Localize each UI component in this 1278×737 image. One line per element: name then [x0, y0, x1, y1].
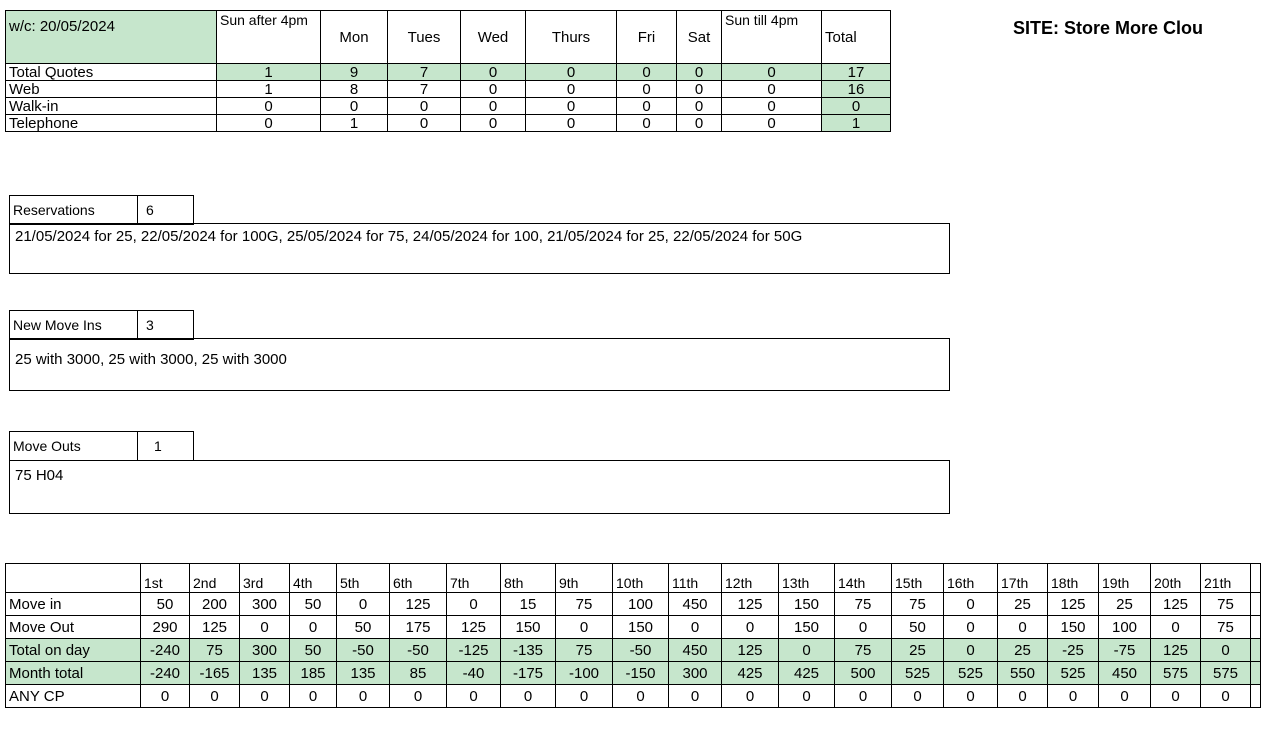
month-row-move-in [6, 593, 1261, 616]
col-header-sun-after: Sun after 4pm [217, 11, 321, 64]
cell: 7 [388, 64, 461, 81]
cell: 125 [722, 639, 779, 662]
month-row-total-on-day [6, 639, 1261, 662]
cell: 0 [1048, 685, 1099, 708]
week-commencing-label: w/c: 20/05/2024 [6, 11, 217, 64]
cell: 125 [1048, 593, 1099, 616]
row-label: Month total [6, 662, 141, 685]
cell: 85 [390, 662, 447, 685]
total-cell: 17 [822, 64, 891, 81]
cell: 75 [1201, 616, 1251, 639]
cell: 8 [321, 81, 388, 98]
cell: 0 [617, 81, 677, 98]
cell: 450 [669, 593, 722, 616]
cell: 0 [190, 685, 240, 708]
month-row-any-cp [6, 685, 1261, 708]
cell: 0 [835, 616, 892, 639]
cell: 0 [240, 685, 290, 708]
cell: 1 [321, 115, 388, 132]
cell: -240 [141, 639, 190, 662]
day-header: 10th [613, 564, 669, 593]
row-label: Move Out [6, 616, 141, 639]
day-header: 9th [556, 564, 613, 593]
month-corner-cell [6, 564, 141, 593]
cell: 150 [613, 616, 669, 639]
row-label: Total on day [6, 639, 141, 662]
cell: 0 [617, 64, 677, 81]
overflow-cell [1251, 662, 1261, 685]
cell: 0 [669, 616, 722, 639]
cell: 0 [217, 115, 321, 132]
move-ins-header [9, 310, 194, 340]
cell: 425 [779, 662, 835, 685]
cell: 0 [390, 685, 447, 708]
cell: 0 [388, 98, 461, 115]
cell: 0 [998, 616, 1048, 639]
col-header-sat: Sat [677, 11, 722, 64]
cell: 450 [1099, 662, 1151, 685]
cell: 0 [290, 616, 337, 639]
cell: 0 [722, 115, 822, 132]
cell: 150 [1048, 616, 1099, 639]
cell: 25 [998, 639, 1048, 662]
col-header-tues: Tues [388, 11, 461, 64]
cell: 7 [388, 81, 461, 98]
cell: 0 [677, 81, 722, 98]
cell: 75 [892, 593, 944, 616]
cell: 0 [501, 685, 556, 708]
cell: 100 [613, 593, 669, 616]
cell: 0 [447, 593, 501, 616]
cell: -50 [337, 639, 390, 662]
cell: 0 [944, 616, 998, 639]
cell: -25 [1048, 639, 1099, 662]
cell: 0 [613, 685, 669, 708]
day-header: 13th [779, 564, 835, 593]
move-outs-header [9, 431, 194, 461]
cell: -75 [1099, 639, 1151, 662]
cell: 0 [944, 639, 998, 662]
cell: 0 [677, 115, 722, 132]
reservations-details: 21/05/2024 for 25, 22/05/2024 for 100G, 25/05/2024 for 75, 24/05/2024 for 100, 21/05/2024 for 25, 22/05/2024 for 50G [9, 223, 950, 274]
cell: 0 [556, 685, 613, 708]
cell: -175 [501, 662, 556, 685]
cell: 135 [337, 662, 390, 685]
cell: 0 [617, 98, 677, 115]
cell: 0 [722, 685, 779, 708]
cell: 25 [998, 593, 1048, 616]
cell: 0 [722, 98, 822, 115]
overflow-cell [1251, 616, 1261, 639]
row-label: Web [6, 81, 217, 98]
cell: 1 [217, 81, 321, 98]
col-header-wed: Wed [461, 11, 526, 64]
cell: 0 [526, 98, 617, 115]
cell: 0 [461, 98, 526, 115]
overflow-cell [1251, 685, 1261, 708]
reservations-count: 6 [138, 196, 194, 225]
row-label: Telephone [6, 115, 217, 132]
move-ins-count: 3 [138, 311, 194, 340]
month-row-move-out [6, 616, 1261, 639]
cell: 0 [722, 81, 822, 98]
site-title: SITE: Store More Clou [1013, 18, 1204, 38]
cell: -240 [141, 662, 190, 685]
overflow-cell [1251, 639, 1261, 662]
cell: 500 [835, 662, 892, 685]
cell: 550 [998, 662, 1048, 685]
reservations-label: Reservations [10, 196, 138, 225]
quotes-row-telephone [6, 115, 891, 132]
move-outs-label: Move Outs [10, 432, 138, 461]
overflow-cell [1251, 593, 1261, 616]
cell: 0 [892, 685, 944, 708]
cell: 0 [779, 639, 835, 662]
move-outs-details: 75 H04 [9, 460, 950, 514]
cell: 525 [944, 662, 998, 685]
cell: 0 [677, 64, 722, 81]
day-header: 2nd [190, 564, 240, 593]
cell: 0 [1099, 685, 1151, 708]
move-outs-count: 1 [138, 432, 194, 461]
cell: 575 [1201, 662, 1251, 685]
cell: 25 [1099, 593, 1151, 616]
cell: 75 [835, 593, 892, 616]
cell: 0 [217, 98, 321, 115]
cell: 125 [722, 593, 779, 616]
cell: 0 [1151, 685, 1201, 708]
cell: -50 [613, 639, 669, 662]
cell: 0 [526, 81, 617, 98]
cell: 150 [779, 616, 835, 639]
cell: 0 [321, 98, 388, 115]
cell: 0 [1201, 685, 1251, 708]
day-header: 17th [998, 564, 1048, 593]
cell: -135 [501, 639, 556, 662]
total-cell: 0 [822, 98, 891, 115]
cell: 75 [556, 593, 613, 616]
cell: 0 [1151, 616, 1201, 639]
move-ins-details: 25 with 3000, 25 with 3000, 25 with 3000 [9, 338, 950, 391]
cell: 525 [1048, 662, 1099, 685]
cell: 9 [321, 64, 388, 81]
cell: 175 [390, 616, 447, 639]
cell: 100 [1099, 616, 1151, 639]
day-header: 8th [501, 564, 556, 593]
cell: 0 [526, 64, 617, 81]
cell: 0 [944, 685, 998, 708]
cell: 450 [669, 639, 722, 662]
cell: 0 [779, 685, 835, 708]
day-header: 12th [722, 564, 779, 593]
cell: 50 [290, 593, 337, 616]
day-header: 3rd [240, 564, 290, 593]
cell: 150 [779, 593, 835, 616]
day-header: 4th [290, 564, 337, 593]
day-header: 6th [390, 564, 447, 593]
cell: 0 [290, 685, 337, 708]
cell: 15 [501, 593, 556, 616]
cell: -40 [447, 662, 501, 685]
day-header: 19th [1099, 564, 1151, 593]
cell: 125 [1151, 593, 1201, 616]
cell: 300 [669, 662, 722, 685]
monthly-movement-table [5, 563, 1261, 708]
cell: 185 [290, 662, 337, 685]
cell: 50 [337, 616, 390, 639]
cell: 575 [1151, 662, 1201, 685]
cell: 290 [141, 616, 190, 639]
cell: 0 [998, 685, 1048, 708]
reservations-header [9, 195, 194, 225]
col-header-total: Total [822, 11, 891, 64]
total-cell: 16 [822, 81, 891, 98]
col-header-fri: Fri [617, 11, 677, 64]
row-label: ANY CP [6, 685, 141, 708]
month-day-header-row [6, 564, 1261, 593]
cell: 0 [461, 64, 526, 81]
cell: 50 [892, 616, 944, 639]
cell: -50 [390, 639, 447, 662]
cell: 0 [835, 685, 892, 708]
day-header: 15th [892, 564, 944, 593]
cell: 200 [190, 593, 240, 616]
cell: 75 [556, 639, 613, 662]
cell: 0 [141, 685, 190, 708]
weekly-quotes-table [5, 10, 891, 132]
cell: 75 [835, 639, 892, 662]
cell: 0 [677, 98, 722, 115]
col-header-thurs: Thurs [526, 11, 617, 64]
cell: 0 [388, 115, 461, 132]
cell: 0 [944, 593, 998, 616]
cell: 300 [240, 639, 290, 662]
cell: 0 [1201, 639, 1251, 662]
day-header: 20th [1151, 564, 1201, 593]
quotes-row-walkin [6, 98, 891, 115]
cell: 0 [526, 115, 617, 132]
cell: 75 [190, 639, 240, 662]
day-header: 11th [669, 564, 722, 593]
cell: 0 [447, 685, 501, 708]
cell: 0 [722, 616, 779, 639]
cell: 0 [461, 81, 526, 98]
cell: 135 [240, 662, 290, 685]
cell: 50 [141, 593, 190, 616]
cell: 0 [461, 115, 526, 132]
cell: -165 [190, 662, 240, 685]
day-header: 14th [835, 564, 892, 593]
cell: 1 [217, 64, 321, 81]
cell: -150 [613, 662, 669, 685]
cell: 0 [617, 115, 677, 132]
cell: 425 [722, 662, 779, 685]
day-header: 7th [447, 564, 501, 593]
cell: 0 [669, 685, 722, 708]
cell: -125 [447, 639, 501, 662]
cell: 150 [501, 616, 556, 639]
day-header: 1st [141, 564, 190, 593]
month-row-month-total [6, 662, 1261, 685]
cell: -100 [556, 662, 613, 685]
day-header: 5th [337, 564, 390, 593]
cell: 0 [337, 685, 390, 708]
row-label: Move in [6, 593, 141, 616]
cell: 125 [1151, 639, 1201, 662]
cell: 525 [892, 662, 944, 685]
cell: 0 [240, 616, 290, 639]
quotes-row-web [6, 81, 891, 98]
col-header-sun-till: Sun till 4pm [722, 11, 822, 64]
day-header: 16th [944, 564, 998, 593]
row-label: Walk-in [6, 98, 217, 115]
quotes-row-total [6, 64, 891, 81]
row-label: Total Quotes [6, 64, 217, 81]
cell: 0 [337, 593, 390, 616]
cell: 125 [447, 616, 501, 639]
day-header: 18th [1048, 564, 1099, 593]
cell: 0 [556, 616, 613, 639]
total-cell: 1 [822, 115, 891, 132]
col-header-mon: Mon [321, 11, 388, 64]
move-ins-label: New Move Ins [10, 311, 138, 340]
cell: 125 [190, 616, 240, 639]
overflow-cell [1251, 564, 1261, 593]
cell: 300 [240, 593, 290, 616]
cell: 125 [390, 593, 447, 616]
cell: 50 [290, 639, 337, 662]
day-header: 21th [1201, 564, 1251, 593]
cell: 25 [892, 639, 944, 662]
cell: 0 [722, 64, 822, 81]
cell: 75 [1201, 593, 1251, 616]
